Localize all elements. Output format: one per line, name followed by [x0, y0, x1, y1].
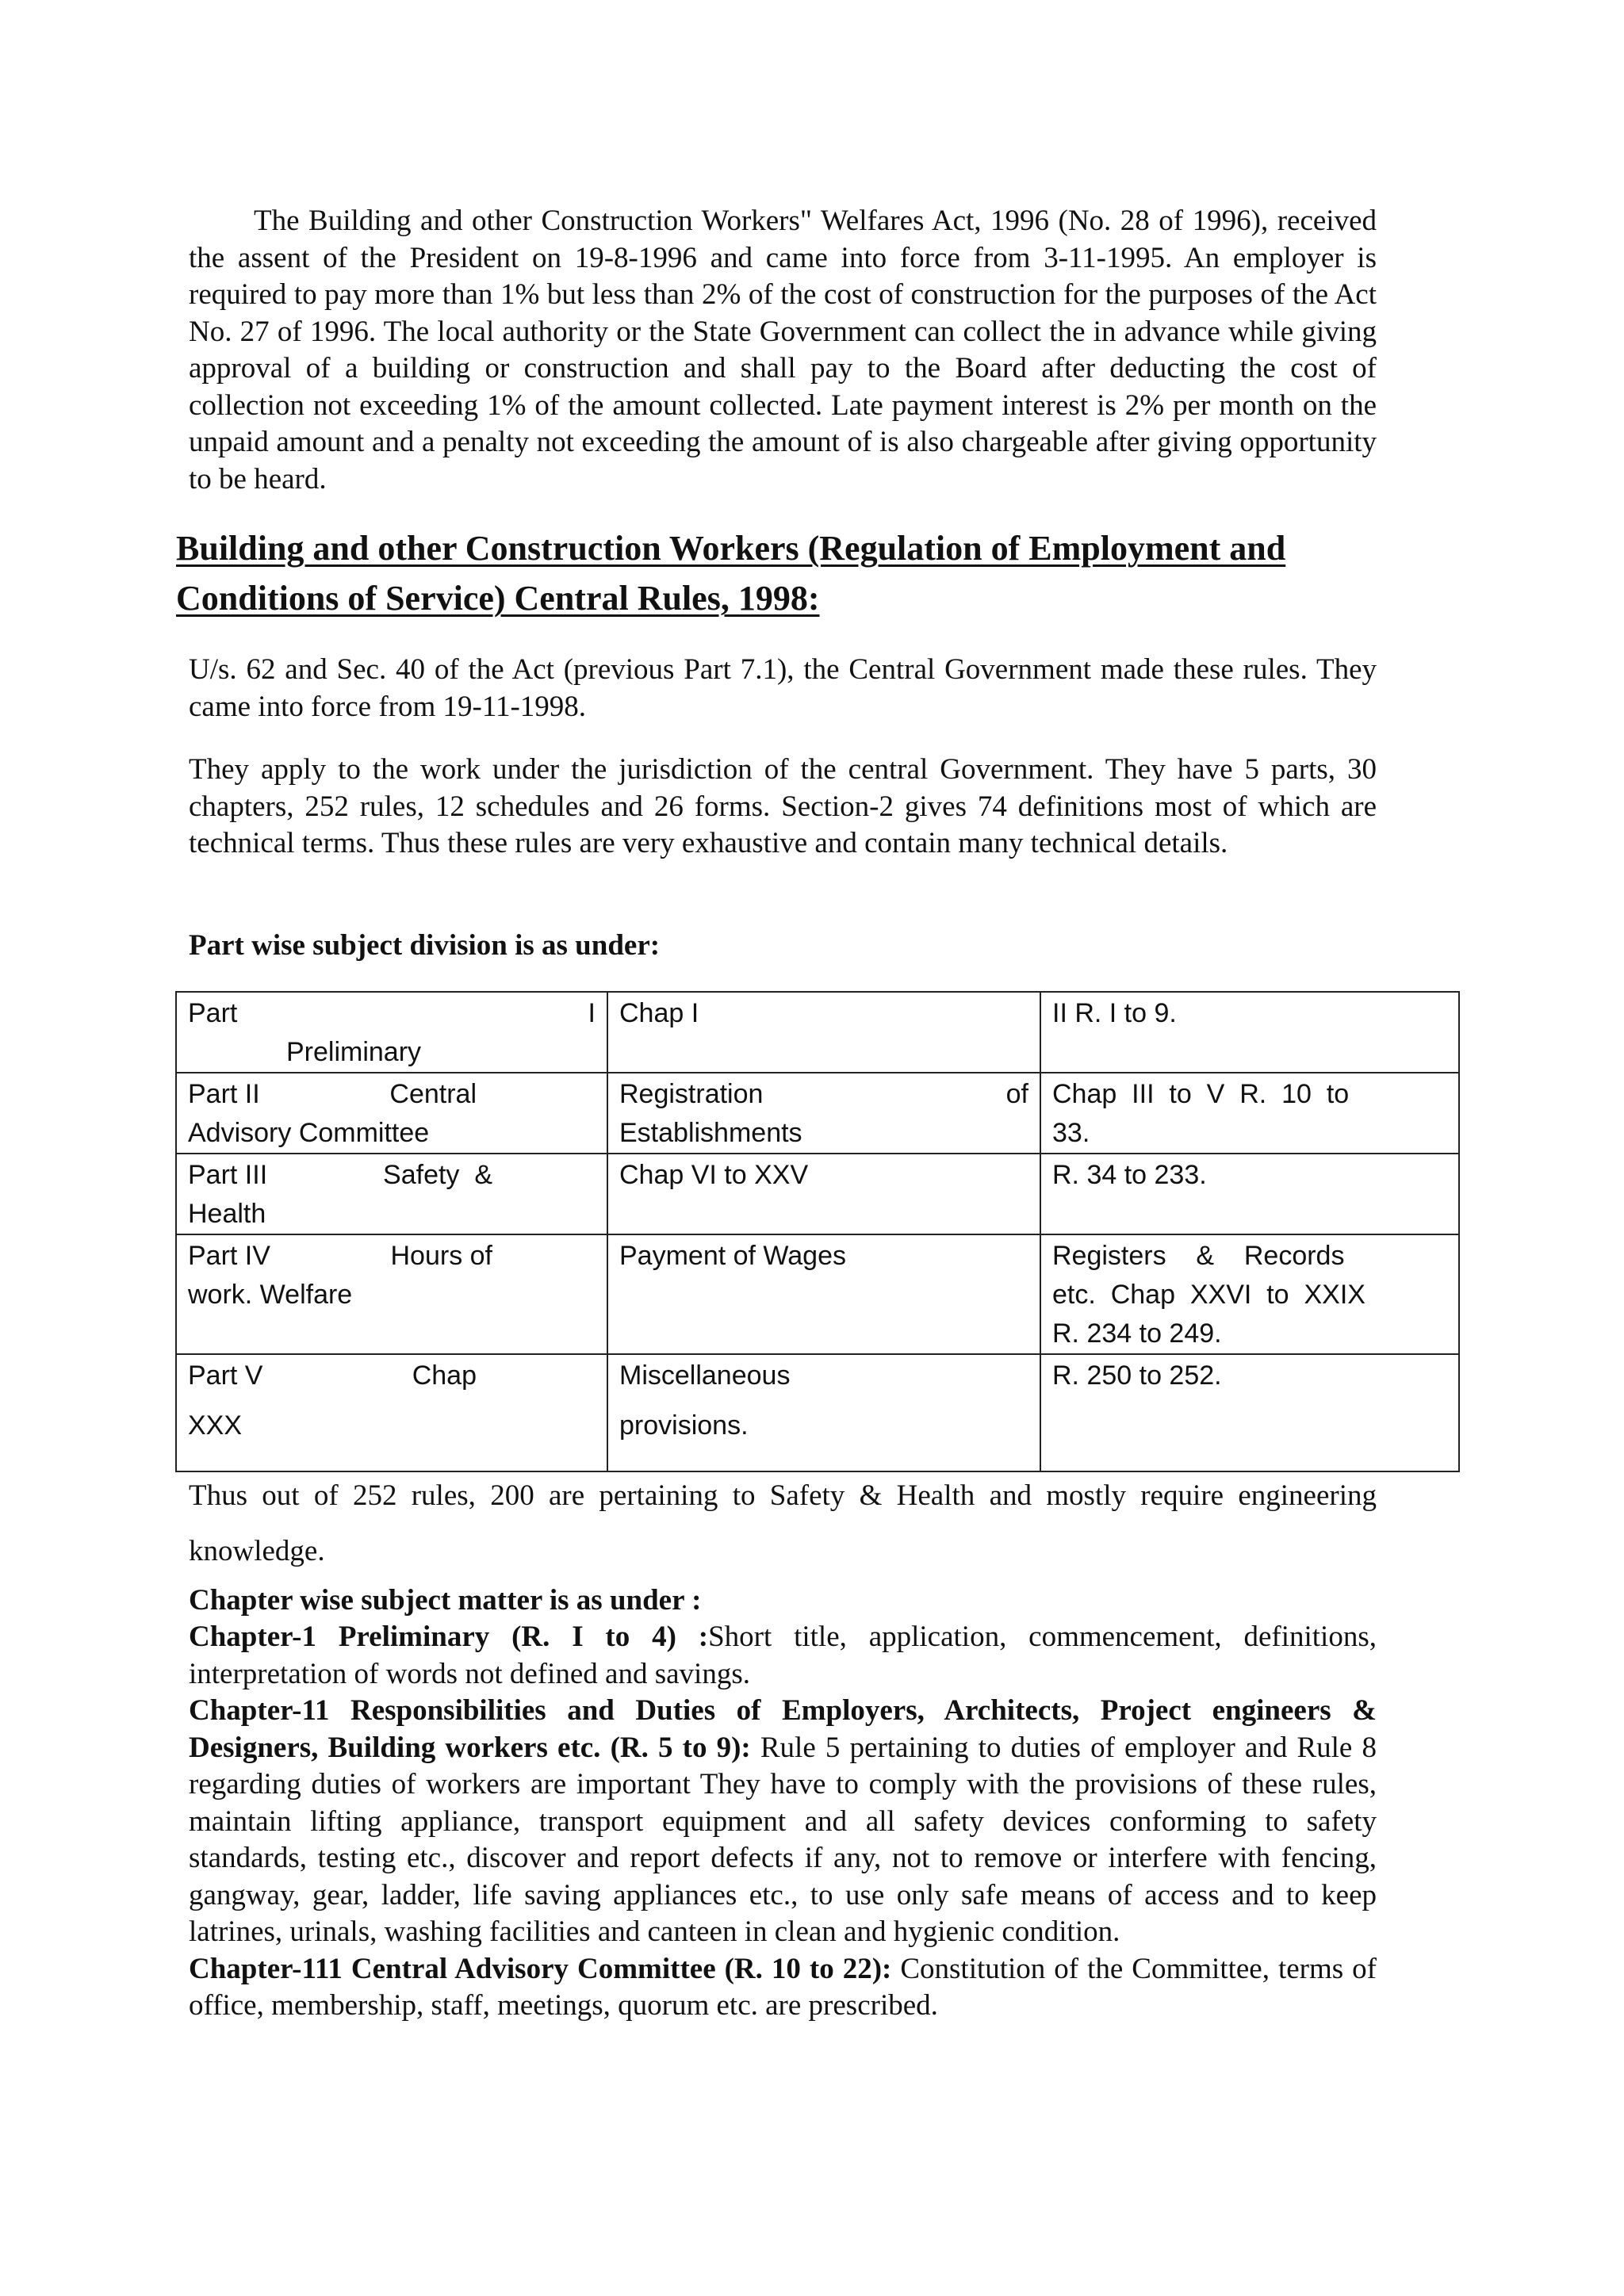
table-row	[176, 1073, 1459, 1154]
rules-apply-paragraph: They apply to the work under the jurisdiction of the central Government. They have 5 parts, 30 chapters, 252 rules, 12 schedules and 26 forms. Section-2 gives 74 definitions most of which are technical terms. Thus these rules are very exhaustive and contain many technical details.	[189, 753, 1377, 859]
chapter-3-paragraph	[189, 1951, 1377, 2025]
after-table-paragraph: Thus out of 252 rules, 200 are pertaining to Safety & Health and mostly require engineering knowledge.	[189, 1479, 1377, 1567]
table-cell: Payment of Wages	[607, 1234, 1040, 1354]
chapter-1-text: Short title, application, commencement, definitions, interpretation of words not defined and savings.	[189, 1621, 1377, 1690]
rules-heading: Building and other Construction Workers (Regulation of Employment and Conditions of Service) Central Rules, 1998:	[176, 529, 1286, 618]
intro-section	[189, 203, 1377, 498]
table-cell: Chap I	[607, 992, 1040, 1073]
rules-made-section	[189, 652, 1377, 725]
table-row	[176, 1354, 1459, 1471]
table-cell: Miscellaneous provisions.	[607, 1354, 1040, 1471]
table-cell: Part III Safety & Health	[176, 1154, 607, 1234]
rules-heading-section	[176, 523, 1381, 623]
chapter-2-title: Chapter-11 Responsibilities and Duties of Employers, Architects, Project engineers & Designers, Building workers etc. (R. 5 to 9):	[189, 1694, 1377, 1764]
table-row	[176, 1154, 1459, 1234]
table-cell: Chap VI to XXV	[607, 1154, 1040, 1234]
table-cell: Part V Chap XXX	[176, 1354, 607, 1471]
chapter-1-paragraph	[189, 1619, 1377, 1693]
after-table-section	[189, 1468, 1377, 1579]
chapter-wise-section	[189, 1582, 1377, 2025]
table-cell: R. 34 to 233.	[1040, 1154, 1459, 1234]
chapter-2-text: Rule 5 pertaining to duties of employer and Rule 8 regarding duties of workers are important They have to comply with the provisions of these rules, maintain lifting appliance, transport equipment and all safety devices conforming to safety standards, testing etc., discover and report defects if any, not to remove or interfere with fencing, gangway, gear, ladder, life saving appliances etc., to use only safe means of access and to keep latrines, urinals, washing facilities and canteen in clean and hygienic condition.	[189, 1731, 1377, 1948]
table-cell: R. 250 to 252.	[1040, 1354, 1459, 1471]
chapter-3-text: Constitution of the Committee, terms of office, membership, staff, meetings, quorum etc. are prescribed.	[189, 1952, 1377, 2022]
part-wise-heading-section	[189, 928, 1377, 964]
table-row	[176, 1234, 1459, 1354]
rules-apply-section	[189, 752, 1377, 863]
table-cell: II R. I to 9.	[1040, 992, 1459, 1073]
table-cell: Chap III to V R. 10 to 33.	[1040, 1073, 1459, 1154]
table-cell: Registers & Records etc. Chap XXVI to XXIX R. 234 to 249.	[1040, 1234, 1459, 1354]
chapter-1-title: Chapter-1 Preliminary (R. I to 4) :	[189, 1621, 709, 1653]
chapter-3-title: Chapter-111 Central Advisory Committee (R. 10 to 22):	[189, 1952, 892, 1985]
table-row	[176, 992, 1459, 1073]
part-wise-heading: Part wise subject division is as under:	[189, 929, 661, 962]
table-cell: Part II Central Advisory Committee	[176, 1073, 607, 1154]
rules-made-paragraph: U/s. 62 and Sec. 40 of the Act (previous Part 7.1), the Central Government made these rules. They came into force from 19-11-1998.	[189, 653, 1377, 723]
intro-paragraph: The Building and other Construction Workers" Welfares Act, 1996 (No. 28 of 1996), received the assent of the President on 19-8-1996 and came into force from 3-11-1995. An employer is required to pay more than 1% but less than 2% of the cost of construction for the purposes of the Act No. 27 of 1996. The local authority or the State Government can collect the in advance while giving approval of a building or construction and shall pay to the Board after deducting the cost of collection not exceeding 1% of the amount collected. Late payment interest is 2% per month on the unpaid amount and a penalty not exceeding the amount of is also chargeable after giving opportunity to be heard.	[189, 205, 1377, 496]
table-cell: Registration of Establishments	[607, 1073, 1040, 1154]
table-cell: Part IV Hours of work. Welfare	[176, 1234, 607, 1354]
part-wise-table	[175, 991, 1460, 1472]
chapter-wise-heading: Chapter wise subject matter is as under :	[189, 1584, 702, 1617]
chapter-2-paragraph	[189, 1693, 1377, 1951]
table-cell: Part I Preliminary	[176, 992, 607, 1073]
